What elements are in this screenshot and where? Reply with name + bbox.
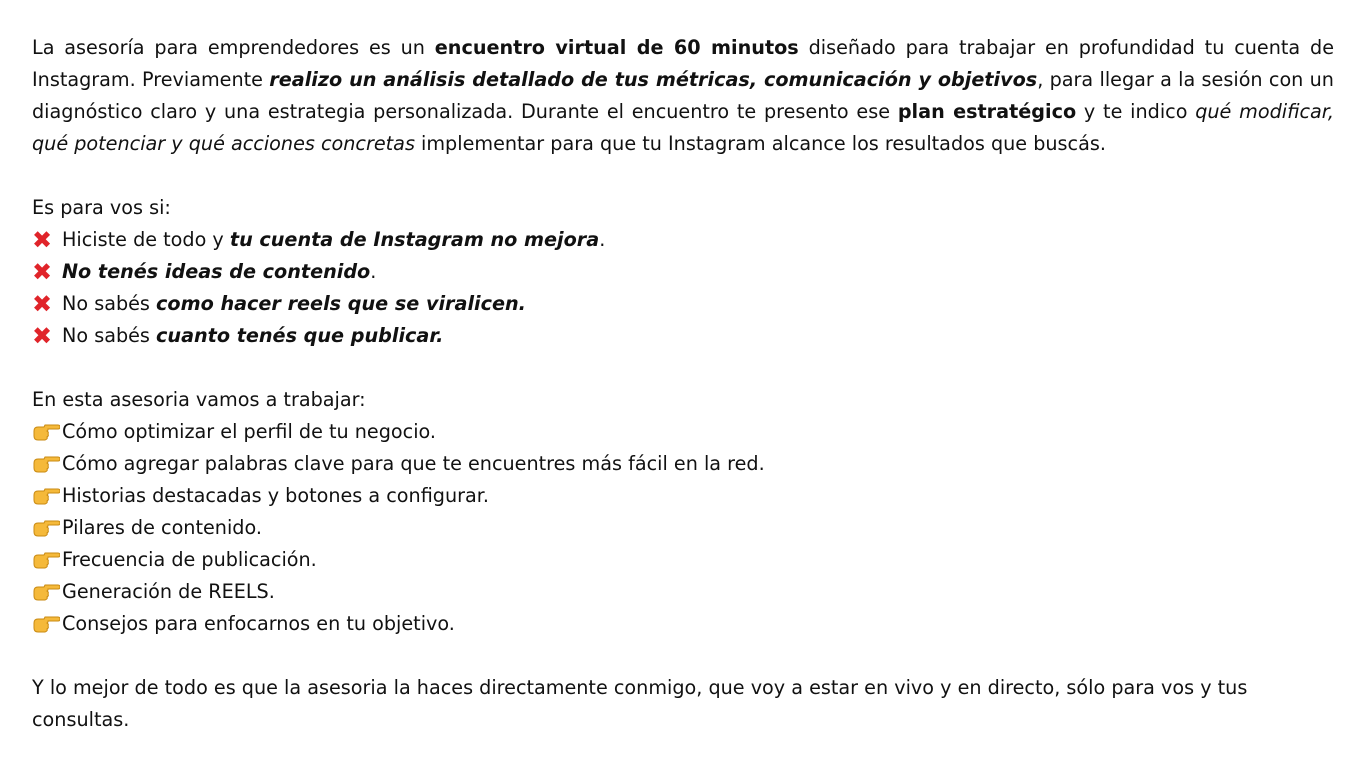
intro-text: La asesoría para emprendedores es un [32, 36, 435, 59]
list-item-text: Generación de REELS. [62, 580, 275, 603]
page-content [32, 32, 1334, 736]
closing-paragraph: Y lo mejor de todo es que la asesoria la haces directamente conmigo, que voy a estar en vivo y en directo, sólo para vos y tus consultas. [32, 676, 1248, 731]
list-item [32, 288, 1334, 320]
topics-list [32, 416, 1334, 640]
intro-text: , para llegar a la sesión con un diagnóstico claro y una estrategia personalizada. Durante el encuentro te presento ese [32, 68, 1334, 123]
intro-bold-duration: encuentro virtual de 60 minutos [434, 36, 799, 59]
list-item-text: Hiciste de todo y [62, 228, 230, 251]
pointing-hand-icon [32, 416, 62, 448]
list-item-emphasis: tu cuenta de Instagram no mejora [229, 228, 600, 251]
spacer [32, 160, 1334, 192]
cross-mark-icon: ✖ [32, 258, 53, 286]
list-item [32, 224, 1334, 256]
pointing-hand-icon [32, 608, 62, 640]
list-item [32, 256, 1334, 288]
list-item [32, 416, 1334, 448]
list-item [32, 448, 1334, 480]
intro-italic-actions: qué modificar, qué potenciar y qué acciones concretas [32, 100, 1335, 155]
pointing-hand-icon [32, 544, 62, 576]
list-item [32, 576, 1334, 608]
intro-bold-plan: plan estratégico [897, 100, 1077, 123]
list-item-emphasis: como hacer reels que se viralicen. [156, 292, 526, 315]
for-you-list [32, 224, 1334, 352]
list-item-text: . [370, 260, 377, 283]
list-item [32, 512, 1334, 544]
list-item-emphasis: No tenés ideas de contenido [62, 260, 371, 283]
spacer [32, 352, 1334, 384]
pointing-hand-icon [32, 448, 62, 480]
list-item [32, 480, 1334, 512]
cross-mark-icon: ✖ [32, 290, 53, 318]
list-item-text: Consejos para enfocarnos en tu objetivo. [62, 612, 455, 635]
list-item-text: No sabés [62, 292, 157, 315]
intro-bold-italic-analysis: realizo un análisis detallado de tus métricas, comunicación y objetivos [269, 68, 1038, 91]
list-item [32, 544, 1334, 576]
pointing-hand-icon [32, 480, 62, 512]
intro-text: diseñado para trabajar en profundidad tu cuenta de Instagram. Previamente [32, 36, 1335, 91]
list-item-text: Cómo optimizar el perfil de tu negocio. [62, 420, 437, 443]
for-you-heading: Es para vos si: [32, 196, 171, 219]
list-item [32, 608, 1334, 640]
spacer [32, 640, 1334, 672]
cross-mark-icon: ✖ [32, 226, 53, 254]
list-item-text: Pilares de contenido. [62, 516, 262, 539]
list-item-text: Historias destacadas y botones a configurar. [62, 484, 489, 507]
pointing-hand-icon [32, 512, 62, 544]
intro-paragraph [32, 32, 1334, 160]
list-item-text: . [599, 228, 606, 251]
intro-text: implementar para que tu Instagram alcance los resultados que buscás. [414, 132, 1106, 155]
intro-text: y te indico [1076, 100, 1196, 123]
topics-heading: En esta asesoria vamos a trabajar: [32, 388, 366, 411]
list-item-text: Cómo agregar palabras clave para que te encuentres más fácil en la red. [62, 452, 765, 475]
list-item-emphasis: cuanto tenés que publicar. [156, 324, 444, 347]
list-item-text: No sabés [62, 324, 157, 347]
pointing-hand-icon [32, 576, 62, 608]
cross-mark-icon: ✖ [32, 322, 53, 350]
list-item [32, 320, 1334, 352]
list-item-text: Frecuencia de publicación. [62, 548, 317, 571]
